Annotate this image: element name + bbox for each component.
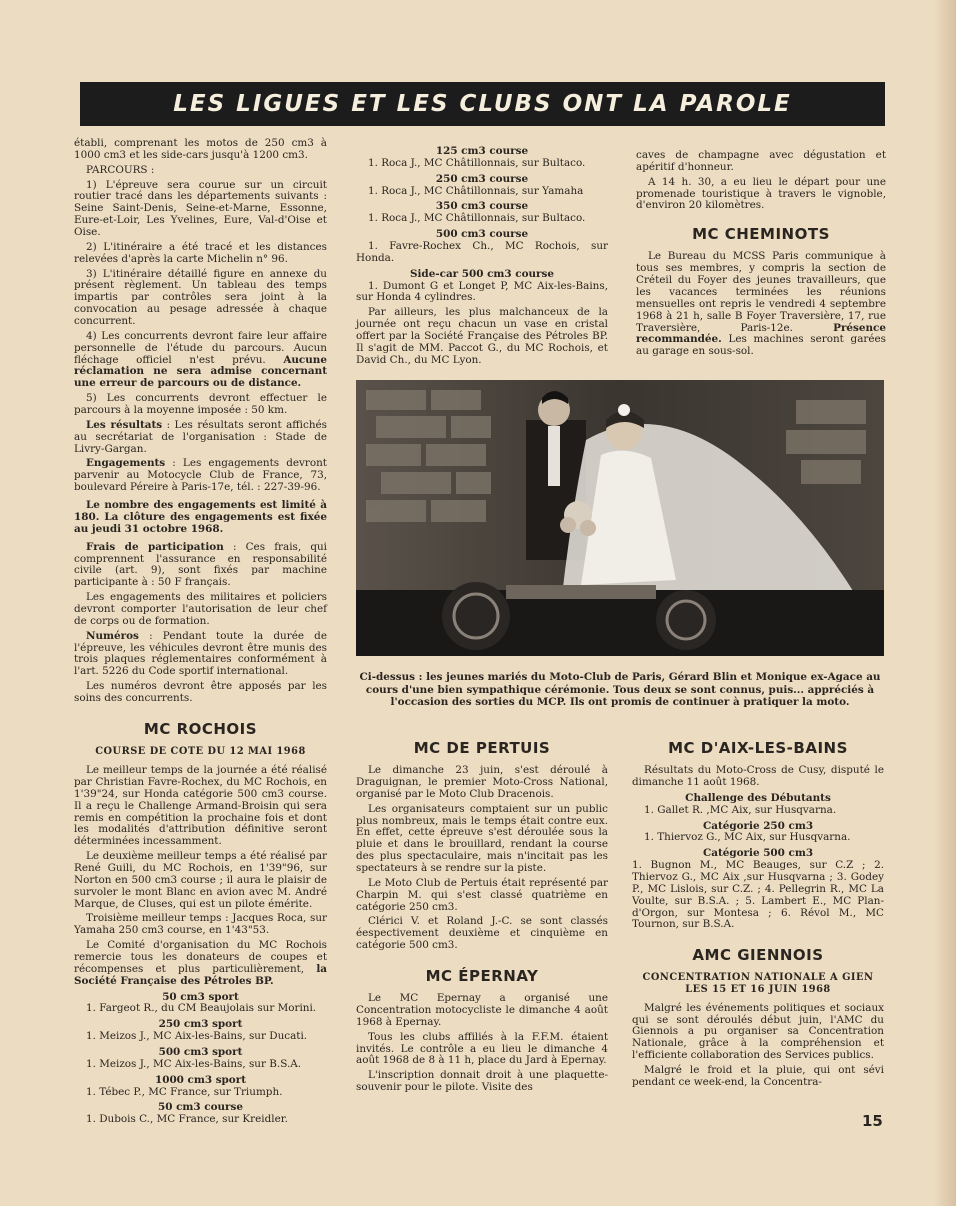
caves-text: caves de champagne avec dégustation et apéritif d'honneur. <box>636 149 886 173</box>
rochois-4-bold: la Société Française des Pétroles BP. <box>74 962 327 987</box>
cat-500-sport: 500 cm3 sport <box>158 1045 243 1058</box>
cat-50-course: 50 cm3 course <box>158 1101 243 1114</box>
numeros-2: Les numéros devront être apposés par les soins des concurrents. <box>74 680 327 704</box>
column-3-top <box>636 150 886 361</box>
cat-50-sport-result: 1. Fargeot R., du CM Beaujolais sur Morini. <box>86 1002 317 1015</box>
cat-500-course: 500 cm3 course <box>435 228 529 241</box>
parcours-2: 2) L'itinéraire a été tracé et les distances relevées d'après la carte Michelin n° 96. <box>74 240 327 265</box>
page-number: 15 <box>862 1112 883 1130</box>
aix-cat-debutants: Challenge des Débutants <box>685 791 831 804</box>
rochois-1: Le meilleur temps de la journée a été réalisé par Christian Favre-Rochex, du MC Rochois, en 1'39"24, sur Honda catégorie 500 cm3 course. Il a reçu le Challenge Armand-Broisin qui sera remis en compétition la prochaine fois et dont les modalités d'attribution définitive seront déterminées incessamment. <box>74 764 327 848</box>
frais-paragraph <box>74 542 327 589</box>
cat-250-course-result: 1. Roca J., MC Châtillonnais, sur Yamaha <box>368 184 584 197</box>
cat-1000-sport: 1000 cm3 sport <box>154 1073 247 1086</box>
parcours-5: 5) Les concurrents devront effectuer le parcours à la moyenne imposée : 50 km. <box>74 392 327 417</box>
pertuis-1: Le dimanche 23 juin, s'est déroulé à Draguignan, le premier Moto-Cross National, organisé par le Moto Club Dracenois. <box>356 764 608 800</box>
rochois-title: MC ROCHOIS <box>143 719 258 738</box>
frais-label: Frais de participation <box>86 540 224 553</box>
resultats-label: Les résultats <box>86 418 163 431</box>
parcours-4 <box>74 331 327 390</box>
epernay-2: Tous les clubs affiliés à la F.F.M. étaient invités. Le contrôle a eu lieu le dimanche 4 août 1968 de 8 à 11 h, place du Jard à Epernay. <box>356 1030 608 1067</box>
cat-500-course-result: 1. Favre-Rochex Ch., MC Rochois, sur Honda. <box>356 240 608 264</box>
aix-1: Résultats du Moto-Cross de Cusy, disputé le dimanche 11 août 1968. <box>632 764 884 788</box>
depart-text: A 14 h. 30, a eu lieu le départ pour une promenade touristique à travers le vignoble, d'environ 20 kilomètres. <box>636 175 886 212</box>
epernay-3: L'inscription donnait droit à une plaquette-souvenir pour le pilote. Visite des <box>356 1069 608 1094</box>
rochois-2: Le deuxième meilleur temps a été réalisé par René Guili, du MC Rochois, en 1'39"96, sur Norton en 500 cm3 course ; il aura le plaisir de survoler le mont Blanc en avion avec M. André Marque, de Cluses, qui est un pilote émérite. <box>74 850 327 910</box>
militaires-paragraph: Les engagements des militaires et policiers devront comporter l'autorisation de leur chef de corps ou de formation. <box>74 591 327 627</box>
cat-250-course: 250 cm3 course <box>435 172 529 185</box>
engagements-paragraph <box>74 458 327 494</box>
cat-350-course: 350 cm3 course <box>435 200 529 213</box>
cheminots-title: MC CHEMINOTS <box>692 225 830 244</box>
column-2-top <box>356 146 608 370</box>
column-3-bottom <box>632 726 884 1092</box>
parcours-4-bold: Aucune réclamation ne sera admise concernant une erreur de parcours ou de distance. <box>74 353 327 390</box>
cheminots-bold: Présence recommandée. <box>636 321 886 346</box>
rochois-subtitle: COURSE DE COTE DU 12 MAI 1968 <box>95 745 306 757</box>
giennois-subtitle: CONCENTRATION NATIONALE A GIEN LES 15 ET 16 JUIN 1968 <box>642 972 874 995</box>
parcours-3: 3) L'itinéraire détaillé figure en annexe du présent règlement. Un tableau des temps impartis par contrôles sera joint à la convocation au pesage adressée à chaque concurrent. <box>74 267 327 328</box>
numeros-paragraph <box>74 631 327 678</box>
aix-cat-250: Catégorie 250 cm3 <box>702 819 814 832</box>
cat-125-course-result: 1. Roca J., MC Châtillonnais, sur Bultaco. <box>368 156 586 169</box>
cheminots-text: Le Bureau du MCSS Paris communique à tous ses membres, y compris la section de Créteil du Foyer des jeunes travailleurs, que les vacances terminées les réunions mensuelles ont repris le vendredi 4 septembre 1968 à 21 h, salle B Foyer Traversière, 17, rue Traversière, Paris-12e. <box>636 250 886 334</box>
parcours-label: PARCOURS : <box>86 163 155 176</box>
epernay-title: MC ÉPERNAY <box>425 966 539 985</box>
page-edge-shadow <box>934 0 956 1206</box>
resultats-text: : Les résultats seront affichés au secrétariat de l'organisation : Stade de Livry-Gargan. <box>74 418 327 455</box>
cat-sidecar-course: Side-car 500 cm3 course <box>409 267 554 280</box>
cat-sidecar-course-result: 1. Dumont G et Longet P, MC Aix-les-Bains, sur Honda 4 cylindres. <box>356 279 608 304</box>
giennois-1: Malgré les événements politiques et sociaux qui se sont déroulés début juin, l'AMC du Giennois a pu organiser sa Concentration Nationale, grâce à la compréhension et l'efficiente collaboration des Services publics. <box>632 1001 884 1062</box>
epernay-1: Le MC Epernay a organisé une Concentration motocycliste le dimanche 4 août 1968 à Epernay. <box>356 992 608 1028</box>
resultats-paragraph <box>74 420 327 456</box>
parcours-1: 1) L'épreuve sera courue sur un circuit routier tracé dans les départements suivants : Seine Saint-Denis, Seine-et-Marne, Essonne, Eure-et-Loir, Les Yvelines, Eure, Val-d'Oise et Oise. <box>74 178 327 239</box>
banner-title: LES LIGUES ET LES CLUBS ONT LA PAROLE <box>173 91 792 117</box>
pertuis-4: Clérici V. et Roland J.-C. se sont classés éespectivement deuxième et cinquième en catégorie 500 cm3. <box>356 915 608 952</box>
rochois-3: Troisième meilleur temps : Jacques Roca, sur Yamaha 250 cm3 course, en 1'43"53. <box>74 912 327 937</box>
cat-250-sport-result: 1. Meizos J., MC Aix-les-Bains, sur Ducati. <box>86 1030 308 1043</box>
numeros-text: : Pendant toute la durée de l'épreuve, les véhicules devront être munis des trois plaques réglementaires conformément à l'art. 5226 du Code sportif international. <box>74 629 327 678</box>
cat-250-sport: 250 cm3 sport <box>158 1018 243 1031</box>
cat-500-sport-result: 1. Meizos J., MC Aix-les-Bains, sur B.S.A. <box>86 1057 302 1070</box>
wedding-photo-image <box>356 380 884 656</box>
section-banner <box>80 82 885 126</box>
numeros-label: Numéros <box>86 629 139 642</box>
column-2-bottom <box>356 726 608 1097</box>
aix-cat-500-result: 1. Bugnon M., MC Beauges, sur C.Z ; 2. Thiervoz G., MC Aix ,sur Husqvarna ; 3. Godey P., MC Lislois, sur C.Z. ; 4. Pellegrin R., MC La Voulte, sur B.S.A. ; 5. Lambert E., MC Plan-d'Orgon, sur Montesa ; 6. Révol M., MC Tournon, sur B.S.A. <box>632 859 884 931</box>
limite-paragraph <box>74 500 327 536</box>
cat-1000-sport-result: 1. Tébec P., MC France, sur Triumph. <box>86 1085 283 1098</box>
pertuis-title: MC DE PERTUIS <box>413 739 551 757</box>
photo-caption: Ci-dessus : les jeunes mariés du Moto-Club de Paris, Gérard Blin et Monique ex-Agace au cours d'une bien sympathique cérémonie. Tous deux se sont connus, puis... appréciés à l'occasion des sorties du MCP. Ils ont promis de continuer à pratiquer la moto. <box>359 671 881 709</box>
frais-text: : Ces frais, qui comprennent l'assurance en responsabilité civile (art. 9), sont fixés par machine participante à : 50 F français. <box>74 540 327 589</box>
cheminots-paragraph <box>636 251 886 358</box>
cat-125-course: 125 cm3 course <box>435 145 529 157</box>
intro-text: établi, comprenant les motos de 250 cm3 à 1000 cm3 et les side-cars jusqu'à 1200 cm3. <box>74 137 327 161</box>
rochois-4 <box>74 940 327 987</box>
cheminots-text-2: Les machines seront garées au garage en sous-sol. <box>636 333 886 358</box>
aix-cat-250-result: 1. Thiervoz G., MC Aix, sur Husqvarna. <box>644 831 851 844</box>
wedding-photo <box>356 380 884 656</box>
malchanceux-paragraph: Par ailleurs, les plus malchanceux de la journée ont reçu chacun un vase en cristal offert par la Société Française des Pétroles BP. Il s'agit de MM. Paccot G., du MC Rochois, et David Ch., du MC Lyon. <box>356 306 608 366</box>
aix-title: MC D'AIX-LES-BAINS <box>668 739 848 757</box>
aix-cat-debutants-result: 1. Gallet R. ,MC Aix, sur Husqvarna. <box>644 803 837 816</box>
giennois-2: Malgré le froid et la pluie, qui ont sévi pendant ce week-end, la Concentra- <box>632 1063 884 1088</box>
column-1 <box>74 138 327 1129</box>
rochois-4-text: Le Comité d'organisation du MC Rochois remercie tous les donateurs de coupes et récompenses et plus particulièrement, <box>74 939 327 975</box>
pertuis-2: Les organisateurs comptaient sur un public plus nombreux, mais le temps était contre eux. En effet, cette épreuve s'est déroulée sous la pluie et dans le brouillard, rendant la course des plus spectaculaire, mais n'incitait pas les spectateurs à se rendre sur la piste. <box>356 802 608 874</box>
parcours-4-text: 4) Les concurrents devront faire leur affaire personnelle de l'étude du parcours. Aucun fléchage officiel n'est prévu. <box>74 329 327 366</box>
cat-350-course-result: 1. Roca J., MC Châtillonnais, sur Bultaco. <box>368 212 586 225</box>
cat-50-sport: 50 cm3 sport <box>162 990 239 1003</box>
pertuis-3: Le Moto Club de Pertuis était représenté par Charpin M. qui s'est classé quatrième en catégorie 250 cm3. <box>356 876 608 913</box>
engagements-label: Engagements <box>86 457 166 470</box>
engagements-text: : Les engagements devront parvenir au Motocycle Club de France, 73, boulevard Péreire à Paris-17e, tél. : 227-39-96. <box>74 457 327 494</box>
cat-50-course-result: 1. Dubois C., MC France, sur Kreidler. <box>86 1113 288 1126</box>
limite-text: Le nombre des engagements est limité à 180. La clôture des engagements est fixée au jeudi 31 octobre 1968. <box>74 499 327 535</box>
giennois-title: AMC GIENNOIS <box>692 946 824 965</box>
aix-cat-500: Catégorie 500 cm3 <box>702 847 814 860</box>
